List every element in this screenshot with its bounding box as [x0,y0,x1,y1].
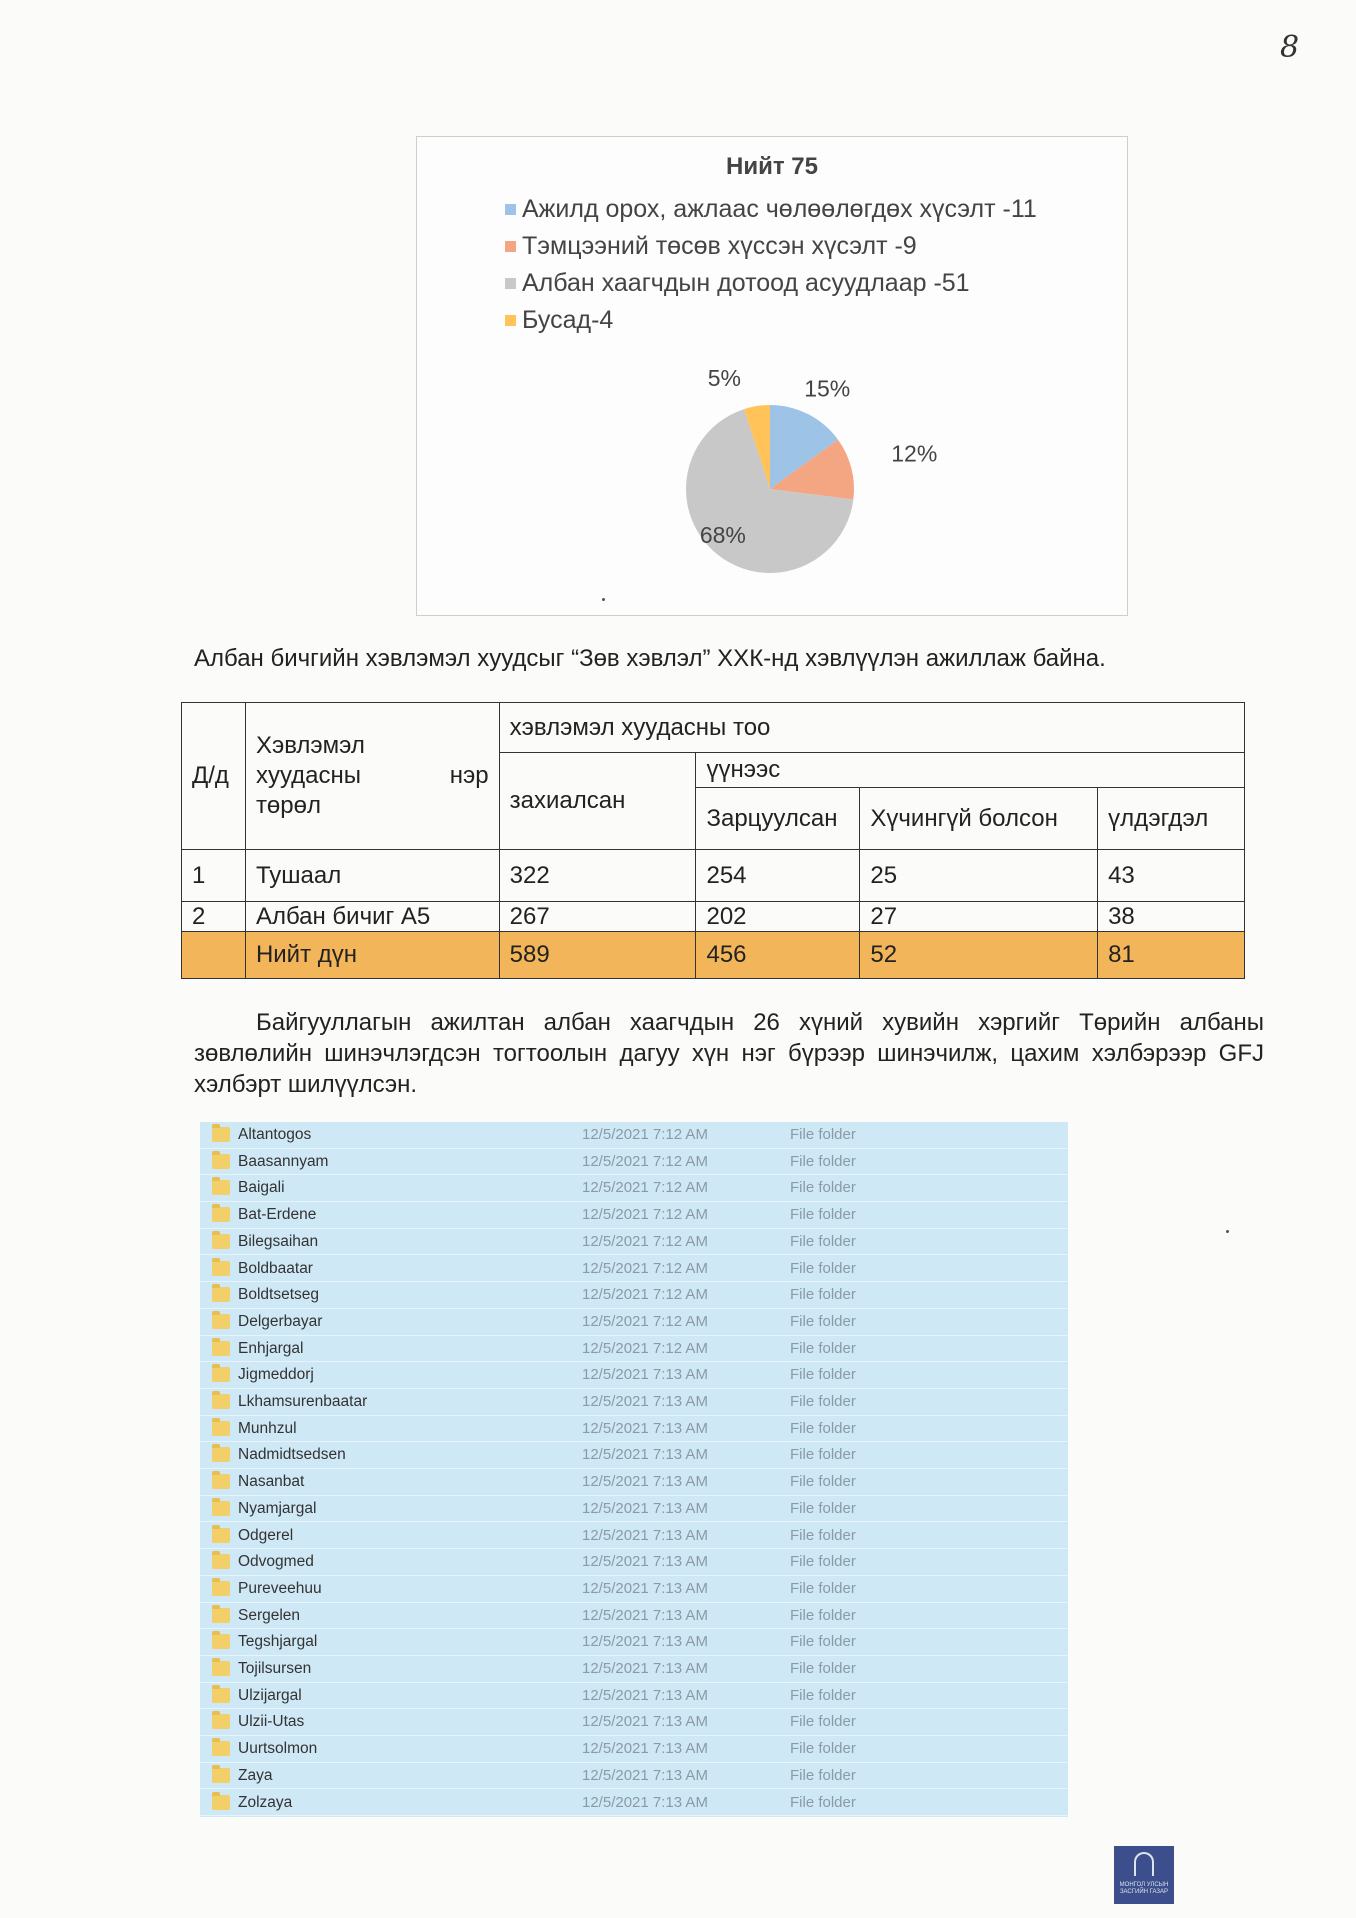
cell-remain: 81 [1098,932,1245,979]
file-date: 12/5/2021 7:12 AM [582,1232,708,1250]
chart-title: Нийт 75 [726,153,818,180]
cell-remain: 43 [1098,850,1245,902]
header-type-line2 [256,761,489,791]
file-date: 12/5/2021 7:12 AM [582,1312,708,1330]
folder-icon [212,1421,230,1436]
cell-no: 1 [182,850,246,902]
cell-used: 254 [696,850,860,902]
header-group: хэвлэмэл хуудасны тоо [499,703,1244,753]
folder-icon [212,1554,230,1569]
file-name: Baigali [238,1179,285,1197]
file-type: File folder [790,1393,856,1410]
file-type: File folder [790,1126,856,1143]
file-type: File folder [790,1366,856,1384]
file-name: Bat-Erdene [238,1206,317,1224]
file-row[interactable] [200,1603,1068,1630]
folder-icon [212,1447,230,1462]
file-row[interactable] [200,1736,1068,1763]
file-type: File folder [790,1179,856,1197]
file-type: File folder [790,1232,856,1250]
file-date: 12/5/2021 7:12 AM [582,1259,708,1277]
emblem-icon [1134,1852,1154,1876]
file-type: File folder [790,1606,856,1624]
folder-icon [212,1207,230,1222]
header-subgroup: үүнээс [696,753,1245,788]
file-name: Munhzul [238,1419,297,1437]
file-type: File folder [790,1206,856,1224]
file-row[interactable] [200,1309,1068,1336]
pie-chart [416,136,1128,616]
folder-icon [212,1581,230,1596]
government-logo [1114,1846,1174,1904]
cell-ordered: 589 [499,932,696,979]
paragraph-printing: Албан бичгийн хэвлэмэл хуудсыг “Зөв хэвлэл” ХХК-нд хэвлүүлэн ажиллаж байна. [194,645,1106,672]
file-type: File folder [790,1713,856,1731]
folder-icon [212,1261,230,1276]
file-name: Enhjargal [238,1339,304,1357]
header-no: Д/д [182,703,246,850]
file-row[interactable] [200,1442,1068,1469]
legend-label: Тэмцээний төсөв хүссэн хүсэлт -9 [522,232,917,260]
file-date: 12/5/2021 7:12 AM [582,1126,708,1143]
file-type: File folder [790,1633,856,1651]
folder-icon [212,1768,230,1783]
header-type-line3: төрөл [255,792,321,819]
header-void: Хүчингүй болсон [860,788,1098,850]
cell-no [182,932,246,979]
file-type: File folder [790,1152,856,1170]
pie-slice-label: 5% [707,365,741,392]
file-date: 12/5/2021 7:13 AM [582,1526,708,1544]
file-type: File folder [790,1553,856,1571]
cell-name: Албан бичиг А5 [245,902,499,932]
file-name: Uurtsolmon [238,1740,318,1758]
page-number: 8 [1280,30,1300,65]
file-type: File folder [790,1499,856,1517]
folder-icon [212,1634,230,1649]
file-row[interactable] [200,1122,1068,1149]
folder-icon [212,1714,230,1729]
file-date: 12/5/2021 7:12 AM [582,1152,708,1170]
file-name: Ulzijargal [238,1686,302,1704]
file-date: 12/5/2021 7:13 AM [582,1446,708,1464]
file-type: File folder [790,1740,856,1758]
file-type: File folder [790,1793,856,1811]
folder-icon [212,1661,230,1676]
file-name: Boldtsetseg [238,1286,319,1304]
file-name: Odgerel [238,1526,294,1544]
file-date: 12/5/2021 7:13 AM [582,1393,708,1410]
folder-icon [212,1394,230,1409]
file-name: Sergelen [238,1606,301,1624]
file-type: File folder [790,1339,856,1357]
file-row[interactable] [200,1523,1068,1550]
folder-icon [212,1287,230,1302]
file-name: Ulzii-Utas [238,1713,305,1731]
file-row[interactable] [200,1576,1068,1603]
file-row[interactable] [200,1336,1068,1363]
file-row[interactable] [200,1656,1068,1683]
pie-slice-label: 68% [699,522,746,549]
file-date: 12/5/2021 7:13 AM [582,1686,708,1704]
header-type [245,703,499,850]
row-divider [200,1815,1068,1816]
file-date: 12/5/2021 7:13 AM [582,1606,708,1624]
file-row[interactable] [200,1549,1068,1576]
file-row[interactable] [200,1282,1068,1309]
file-type: File folder [790,1660,856,1677]
file-row[interactable] [200,1709,1068,1736]
file-date: 12/5/2021 7:13 AM [582,1499,708,1517]
header-ordered: захиалсан [499,753,696,850]
file-row[interactable] [200,1149,1068,1176]
file-name: Odvogmed [238,1553,314,1571]
file-date: 12/5/2021 7:13 AM [582,1713,708,1731]
file-type: File folder [790,1286,856,1304]
file-name: Boldbaatar [238,1259,313,1277]
file-type: File folder [790,1579,856,1597]
file-type: File folder [790,1766,856,1784]
file-name: Zolzaya [238,1793,293,1811]
file-row[interactable] [200,1202,1068,1229]
legend-label: Ажилд орох, ажлаас чөлөөлөгдөх хүсэлт -11 [522,195,1037,223]
cell-void: 27 [860,902,1098,932]
folder-icon [212,1234,230,1249]
folder-icon [212,1367,230,1382]
logo-text: МОНГОЛ УЛСЫН ЗАСГИЙН ГАЗАР [1119,1882,1169,1895]
file-date: 12/5/2021 7:12 AM [582,1286,708,1304]
file-row[interactable] [200,1229,1068,1256]
file-name: Lkhamsurenbaatar [238,1393,368,1410]
folder-icon [212,1741,230,1756]
file-date: 12/5/2021 7:12 AM [582,1206,708,1224]
cell-ordered: 267 [499,902,696,932]
folder-icon [212,1314,230,1329]
file-row[interactable] [200,1469,1068,1496]
printing-table [181,702,1245,979]
table-header-row [182,703,1245,753]
file-date: 12/5/2021 7:13 AM [582,1473,708,1491]
folder-icon [212,1127,230,1142]
file-type: File folder [790,1312,856,1330]
folder-icon [212,1528,230,1543]
file-name: Tojilsursen [238,1660,312,1677]
file-date: 12/5/2021 7:13 AM [582,1553,708,1571]
file-row[interactable] [200,1362,1068,1389]
file-name: Altantogos [238,1126,312,1143]
file-name: Jigmeddorj [238,1366,314,1384]
folder-icon [212,1795,230,1810]
table-row [182,850,1245,902]
file-row[interactable] [200,1683,1068,1710]
cell-name: Нийт дүн [245,932,499,979]
cell-remain: 38 [1098,902,1245,932]
file-type: File folder [790,1419,856,1437]
file-row[interactable] [200,1256,1068,1283]
cell-ordered: 322 [499,850,696,902]
file-date: 12/5/2021 7:13 AM [582,1766,708,1784]
cell-used: 202 [696,902,860,932]
file-row[interactable] [200,1496,1068,1523]
table-total-row [182,932,1245,979]
file-name: Tegshjargal [238,1633,318,1651]
folder-icon [212,1341,230,1356]
file-row[interactable] [200,1389,1068,1416]
file-type: File folder [790,1526,856,1544]
pie-svg [417,137,1127,615]
header-remain: үлдэгдэл [1098,788,1245,850]
file-name: Nyamjargal [238,1499,317,1517]
cell-void: 52 [860,932,1098,979]
file-name: Pureveehuu [238,1579,322,1597]
file-type: File folder [790,1473,856,1491]
folder-icon [212,1154,230,1169]
header-used: Зарцуулсан [696,788,860,850]
paragraph-personnel-files: Байгууллагын ажилтан албан хаагчдын 26 хүний хувийн хэргийг Төрийн албаны зөвлөлийн шинэчлэгдсэн тогтоолын дагуу хүн нэг бүрээр шинэчилж, цахим хэлбэрээр GFJ хэлбэрт шилүүлсэн. [194,1009,1264,1098]
file-date: 12/5/2021 7:13 AM [582,1793,708,1811]
file-name: Bilegsaihan [238,1232,319,1250]
cell-no: 2 [182,902,246,932]
legend-label: Бусад-4 [522,306,614,334]
header-type-word: хуудасны [255,762,361,789]
pie-slice-label: 12% [891,440,938,467]
folder-icon [212,1180,230,1195]
file-row[interactable] [200,1763,1068,1790]
folder-icon [212,1474,230,1489]
scan-speck [1226,1230,1229,1233]
file-type: File folder [790,1446,856,1464]
file-row[interactable] [200,1175,1068,1202]
file-date: 12/5/2021 7:13 AM [582,1660,708,1677]
file-type: File folder [790,1686,856,1704]
file-date: 12/5/2021 7:13 AM [582,1366,708,1384]
file-row[interactable] [200,1790,1068,1817]
header-type-line1: Хэвлэмэл [255,732,365,759]
file-name: Delgerbayar [238,1312,323,1330]
folder-icon [212,1688,230,1703]
file-name: Baasannyam [238,1152,329,1170]
table-row [182,902,1245,932]
scan-speck [602,598,605,601]
folder-icon [212,1501,230,1516]
header-type-word: нэр [449,762,489,789]
pie-slice-label: 15% [804,375,851,402]
folder-icon [212,1608,230,1623]
file-list [200,1122,1068,1817]
file-type: File folder [790,1259,856,1277]
file-date: 12/5/2021 7:13 AM [582,1740,708,1758]
legend-label: Албан хаагчдын дотоод асуудлаар -51 [522,269,970,297]
file-row[interactable] [200,1416,1068,1443]
file-date: 12/5/2021 7:13 AM [582,1579,708,1597]
file-date: 12/5/2021 7:12 AM [582,1179,708,1197]
file-date: 12/5/2021 7:13 AM [582,1419,708,1437]
cell-void: 25 [860,850,1098,902]
file-date: 12/5/2021 7:13 AM [582,1633,708,1651]
file-name: Zaya [238,1766,273,1784]
file-name: Nadmidtsedsen [238,1446,346,1464]
file-name: Nasanbat [238,1473,305,1491]
file-row[interactable] [200,1629,1068,1656]
cell-name: Тушаал [245,850,499,902]
file-date: 12/5/2021 7:12 AM [582,1339,708,1357]
cell-used: 456 [696,932,860,979]
